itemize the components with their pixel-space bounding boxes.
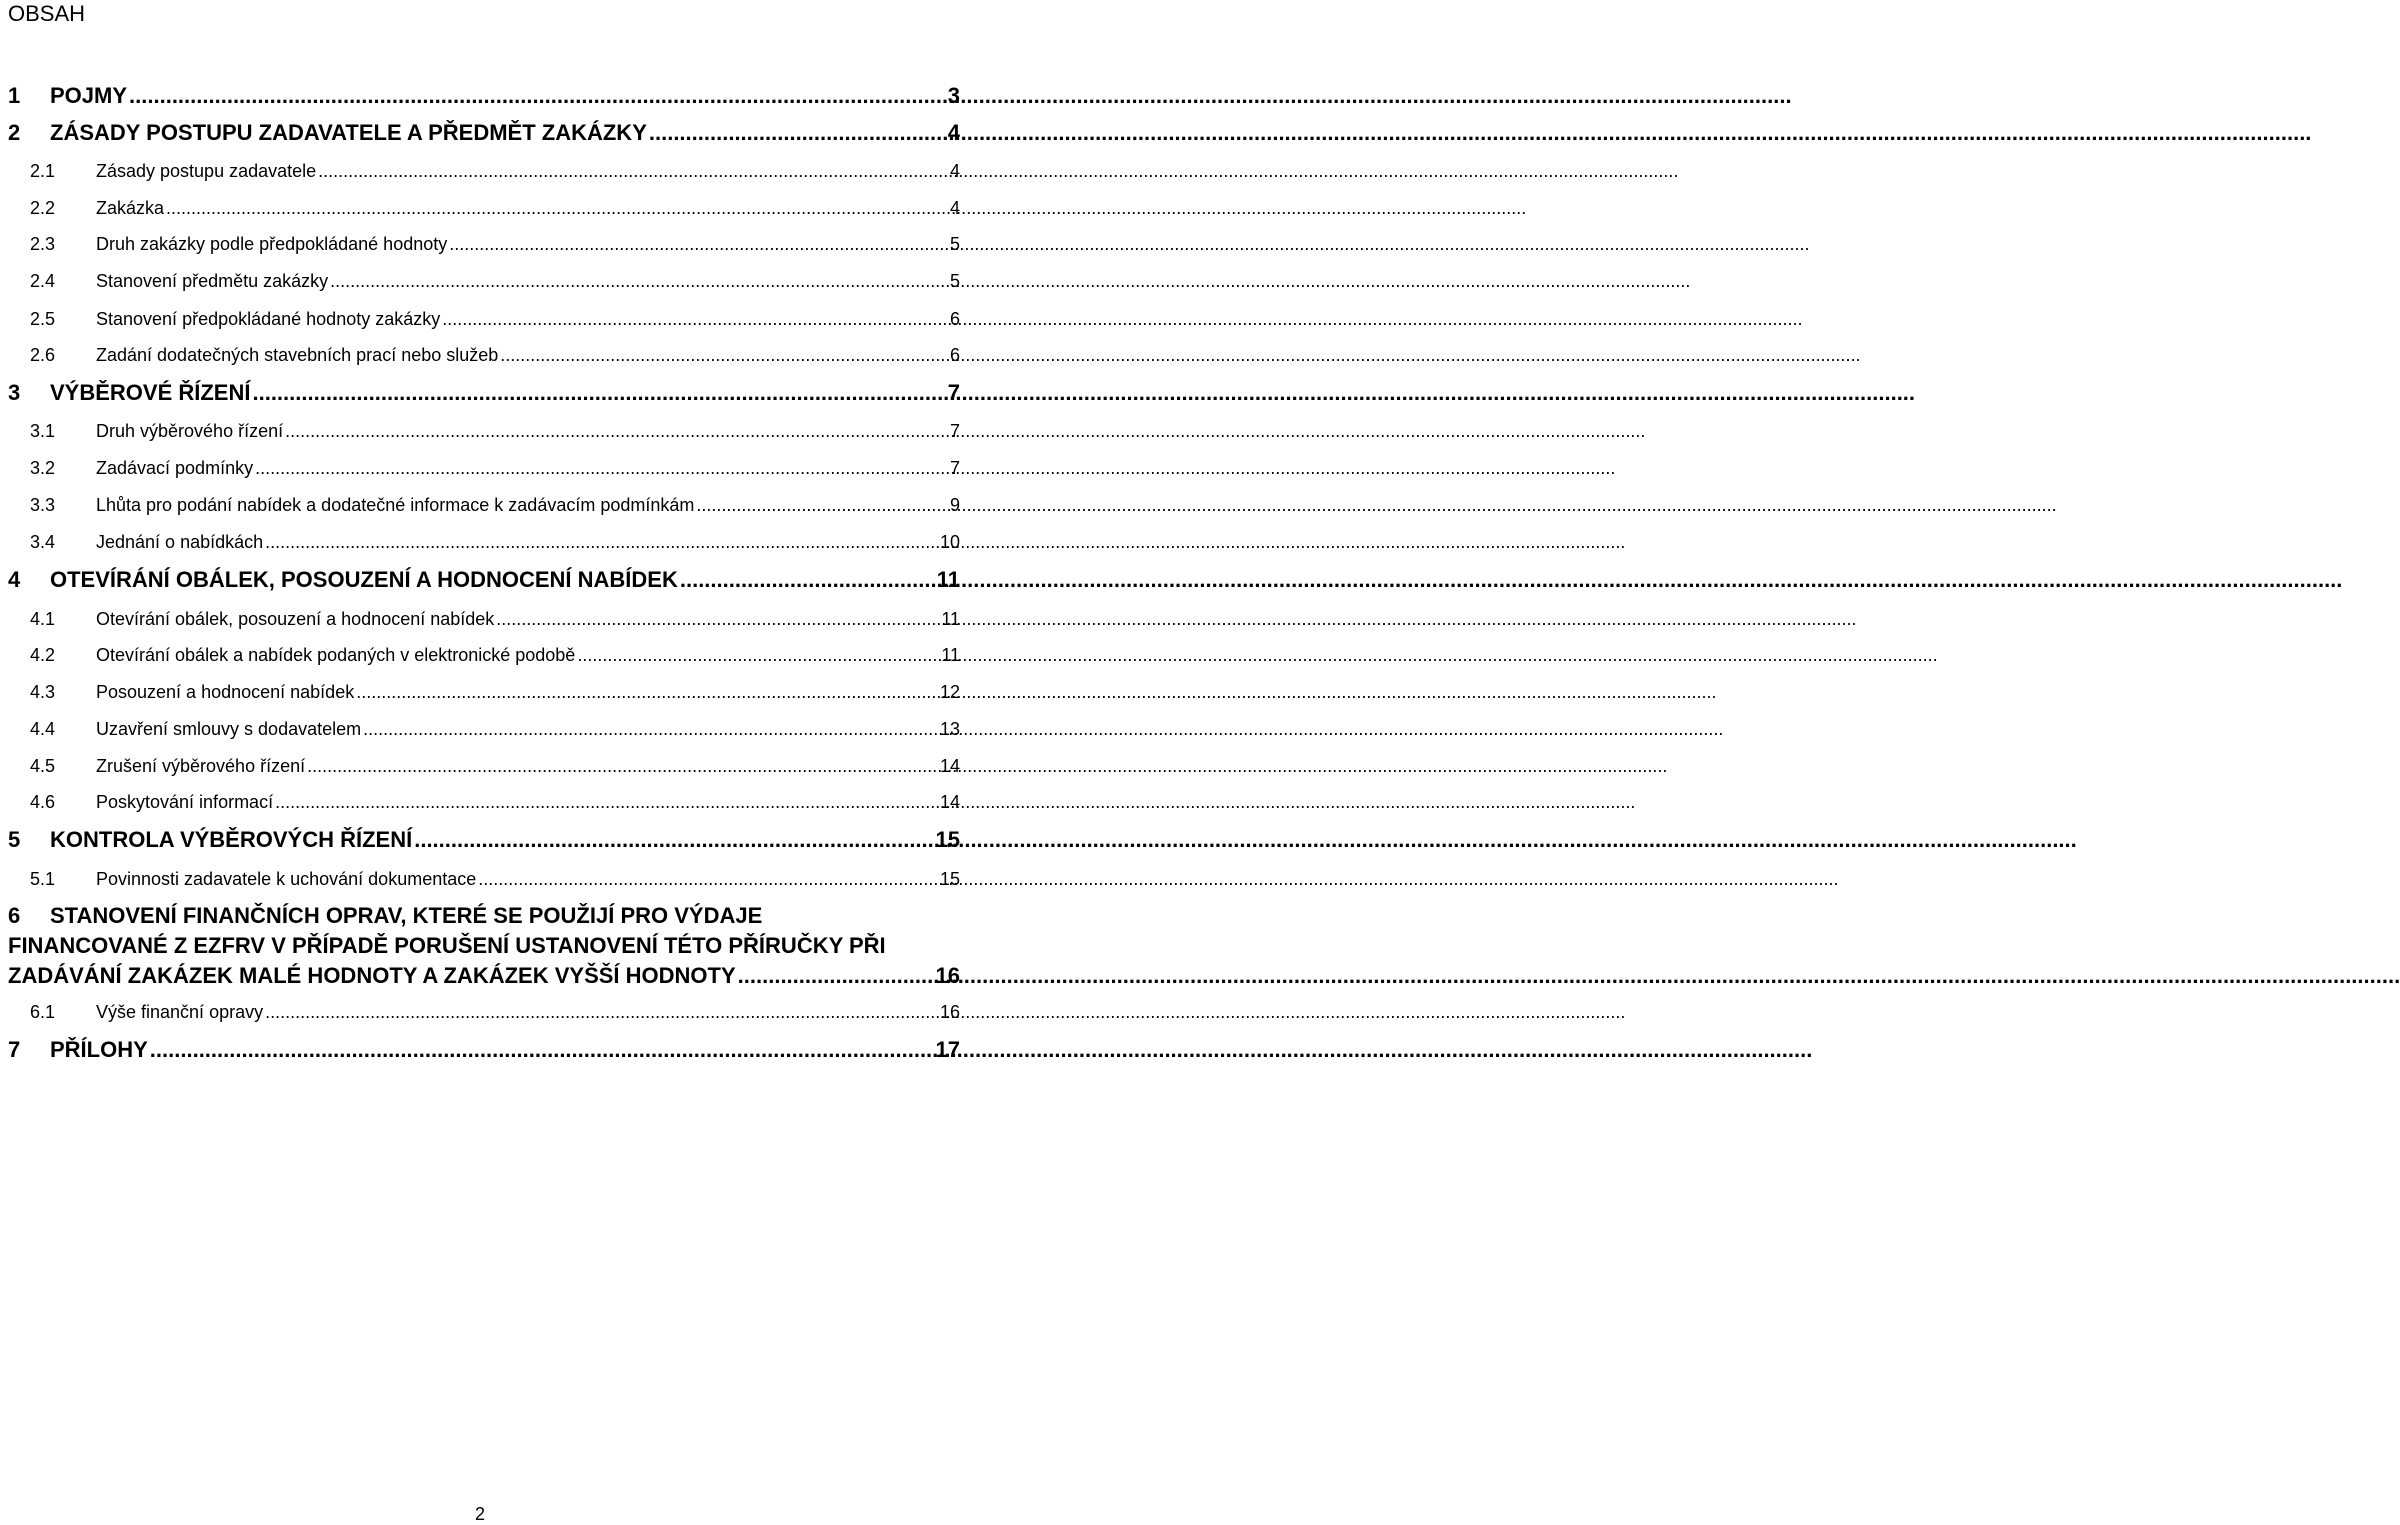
toc-title-line-3 bbox=[8, 961, 960, 991]
toc-number: 3.4 bbox=[30, 532, 56, 552]
toc-entry-3-3[interactable] bbox=[8, 492, 960, 518]
toc-leader bbox=[577, 642, 939, 668]
toc-title: Zrušení výběrového řízení bbox=[96, 756, 306, 776]
toc-page: 16 bbox=[939, 1002, 960, 1022]
toc-leader bbox=[252, 379, 945, 407]
toc-number: 2.3 bbox=[30, 234, 56, 254]
toc-number: 2.6 bbox=[30, 345, 56, 365]
toc-number: 3.3 bbox=[30, 495, 56, 515]
toc-leader bbox=[265, 999, 938, 1025]
toc-page: 10 bbox=[939, 532, 960, 552]
toc-entry-4-2[interactable] bbox=[8, 642, 960, 668]
toc-title: Povinnosti zadavatele k uchování dokumentace bbox=[96, 869, 477, 889]
toc-number: 2.5 bbox=[30, 309, 56, 329]
toc-entry-6-1[interactable] bbox=[8, 999, 960, 1025]
toc-title: KONTROLA VÝBĚROVÝCH ŘÍZENÍ bbox=[50, 827, 413, 852]
toc-entry-3[interactable] bbox=[8, 379, 960, 407]
toc-title: Stanovení předmětu zakázky bbox=[96, 271, 329, 291]
toc-page: 14 bbox=[939, 792, 960, 812]
toc-page: 4 bbox=[947, 120, 960, 145]
toc-number: 2.4 bbox=[30, 271, 56, 291]
toc-leader bbox=[129, 82, 946, 110]
toc-leader bbox=[449, 231, 948, 257]
toc-entry-3-2[interactable] bbox=[8, 455, 960, 481]
toc-leader bbox=[318, 158, 948, 184]
toc-number: 4.3 bbox=[30, 682, 56, 702]
toc-title: ZADÁVÁNÍ ZAKÁZEK MALÉ HODNOTY A ZAKÁZEK VYŠŠÍ HODNOTY bbox=[8, 963, 736, 988]
toc-entry-4-6[interactable] bbox=[8, 789, 960, 815]
toc-leader bbox=[150, 1036, 934, 1064]
toc-title: Uzavření smlouvy s dodavatelem bbox=[96, 719, 362, 739]
page-number: 2 bbox=[474, 1504, 485, 1524]
toc-leader bbox=[649, 119, 946, 147]
toc-title: Posouzení a hodnocení nabídek bbox=[96, 682, 355, 702]
toc-entry-2[interactable] bbox=[8, 119, 960, 147]
toc-number: 1 bbox=[8, 83, 21, 108]
toc-page: 3 bbox=[947, 83, 960, 108]
toc-title: POJMY bbox=[50, 83, 128, 108]
toc-leader bbox=[478, 866, 938, 892]
toc-entry-4-3[interactable] bbox=[8, 679, 960, 705]
toc-number: 4.4 bbox=[30, 719, 56, 739]
toc-entry-3-1[interactable] bbox=[8, 418, 960, 444]
toc-leader bbox=[356, 679, 938, 705]
toc-page: 15 bbox=[935, 827, 960, 852]
toc-entry-5[interactable] bbox=[8, 826, 960, 854]
toc-entry-2-3[interactable] bbox=[8, 231, 960, 257]
toc-entry-2-6[interactable] bbox=[8, 342, 960, 368]
toc-page: 11 bbox=[936, 567, 960, 592]
toc-entry-4-5[interactable] bbox=[8, 753, 960, 779]
toc-leader bbox=[442, 306, 948, 332]
toc-entry-2-5[interactable] bbox=[8, 306, 960, 332]
toc-title: Otevírání obálek, posouzení a hodnocení nabídek bbox=[96, 609, 495, 629]
toc-entry-5-1[interactable] bbox=[8, 866, 960, 892]
toc-number: 4.2 bbox=[30, 645, 56, 665]
toc-number: 5 bbox=[8, 827, 21, 852]
toc-title: Zásady postupu zadavatele bbox=[96, 161, 317, 181]
toc-title-line-2: FINANCOVANÉ Z EZFRV V PŘÍPADĚ PORUŠENÍ USTANOVENÍ TÉTO PŘÍRUČKY PŘI bbox=[8, 933, 886, 958]
toc-page: 5 bbox=[949, 234, 960, 254]
toc-entry-4-4[interactable] bbox=[8, 716, 960, 742]
toc-entry-7[interactable] bbox=[8, 1036, 960, 1064]
toc-title: Výše finanční opravy bbox=[96, 1002, 264, 1022]
toc-number: 4.1 bbox=[30, 609, 56, 629]
toc-number: 3.2 bbox=[30, 458, 56, 478]
toc-page: 4 bbox=[949, 161, 960, 181]
toc-leader bbox=[414, 826, 933, 854]
toc-entry-2-2[interactable] bbox=[8, 195, 960, 221]
toc-entry-2-1[interactable] bbox=[8, 158, 960, 184]
toc-leader bbox=[738, 961, 934, 991]
toc-leader bbox=[285, 418, 948, 444]
toc-title: Zakázka bbox=[96, 198, 165, 218]
toc-entry-4[interactable] bbox=[8, 566, 960, 594]
toc-title: Druh výběrového řízení bbox=[96, 421, 284, 441]
toc-title: PŘÍLOHY bbox=[50, 1037, 148, 1062]
toc-number: 2.1 bbox=[30, 161, 56, 181]
toc-entry-4-1[interactable] bbox=[8, 606, 960, 632]
toc-number: 3.1 bbox=[30, 421, 56, 441]
toc-page: 7 bbox=[947, 380, 960, 405]
toc-page: 12 bbox=[939, 682, 960, 702]
toc-leader bbox=[255, 455, 948, 481]
toc-title: Jednání o nabídkách bbox=[96, 532, 264, 552]
toc-page: 14 bbox=[939, 756, 960, 776]
toc-page: 6 bbox=[949, 309, 960, 329]
toc-page: 9 bbox=[949, 495, 960, 515]
toc-number: 2 bbox=[8, 120, 21, 145]
toc-title: Stanovení předpokládané hodnoty zakázky bbox=[96, 309, 441, 329]
toc-title: OTEVÍRÁNÍ OBÁLEK, POSOUZENÍ A HODNOCENÍ NABÍDEK bbox=[50, 567, 678, 592]
toc-leader bbox=[330, 268, 948, 294]
toc-page: 4 bbox=[949, 198, 960, 218]
toc-page: 7 bbox=[949, 458, 960, 478]
toc-title: Poskytování informací bbox=[96, 792, 274, 812]
toc-number: 4 bbox=[8, 567, 21, 592]
toc-page: 7 bbox=[949, 421, 960, 441]
toc-page: 17 bbox=[935, 1037, 960, 1062]
toc-number: 4.5 bbox=[30, 756, 56, 776]
toc-title: Lhůta pro podání nabídek a dodatečné informace k zadávacím podmínkám bbox=[96, 495, 695, 515]
toc-entry-2-4[interactable] bbox=[8, 268, 960, 294]
toc-page: 16 bbox=[935, 963, 960, 988]
toc-entry-3-4[interactable] bbox=[8, 529, 960, 555]
toc-leader bbox=[500, 342, 948, 368]
toc-number: 5.1 bbox=[30, 869, 56, 889]
toc-title: Druh zakázky podle předpokládané hodnoty bbox=[96, 234, 448, 254]
toc-number: 6 bbox=[8, 903, 21, 928]
toc-number: 2.2 bbox=[30, 198, 56, 218]
toc-title: ZÁSADY POSTUPU ZADAVATELE A PŘEDMĚT ZAKÁZKY bbox=[50, 120, 647, 145]
toc-number: 4.6 bbox=[30, 792, 56, 812]
toc-leader bbox=[496, 606, 939, 632]
toc-leader bbox=[166, 195, 948, 221]
toc-heading: OBSAH bbox=[8, 1, 86, 26]
toc-leader bbox=[265, 529, 938, 555]
toc-page: 5 bbox=[949, 271, 960, 291]
toc-title: VÝBĚROVÉ ŘÍZENÍ bbox=[50, 380, 251, 405]
toc-page: 6 bbox=[949, 345, 960, 365]
toc-title-line-1 bbox=[8, 901, 960, 931]
toc-page: 13 bbox=[939, 719, 960, 739]
toc-leader bbox=[680, 566, 935, 594]
toc-number: 3 bbox=[8, 380, 21, 405]
toc-number: 6.1 bbox=[30, 1002, 56, 1022]
toc-number: 7 bbox=[8, 1037, 21, 1062]
toc-title: Zadání dodatečných stavebních prací nebo služeb bbox=[96, 345, 499, 365]
toc-leader bbox=[275, 789, 938, 815]
toc-leader bbox=[696, 492, 948, 518]
toc-entry-6[interactable] bbox=[8, 901, 960, 991]
toc-title: Otevírání obálek a nabídek podaných v elektronické podobě bbox=[96, 645, 576, 665]
toc-title: STANOVENÍ FINANČNÍCH OPRAV, KTERÉ SE POUŽIJÍ PRO VÝDAJE bbox=[50, 903, 763, 928]
toc-page: 11 bbox=[941, 645, 960, 665]
toc-page: 15 bbox=[939, 869, 960, 889]
toc-title: Zadávací podmínky bbox=[96, 458, 254, 478]
toc-leader bbox=[307, 753, 938, 779]
toc-page: 11 bbox=[941, 609, 960, 629]
toc-leader bbox=[363, 716, 938, 742]
toc-entry-1[interactable] bbox=[8, 82, 960, 110]
